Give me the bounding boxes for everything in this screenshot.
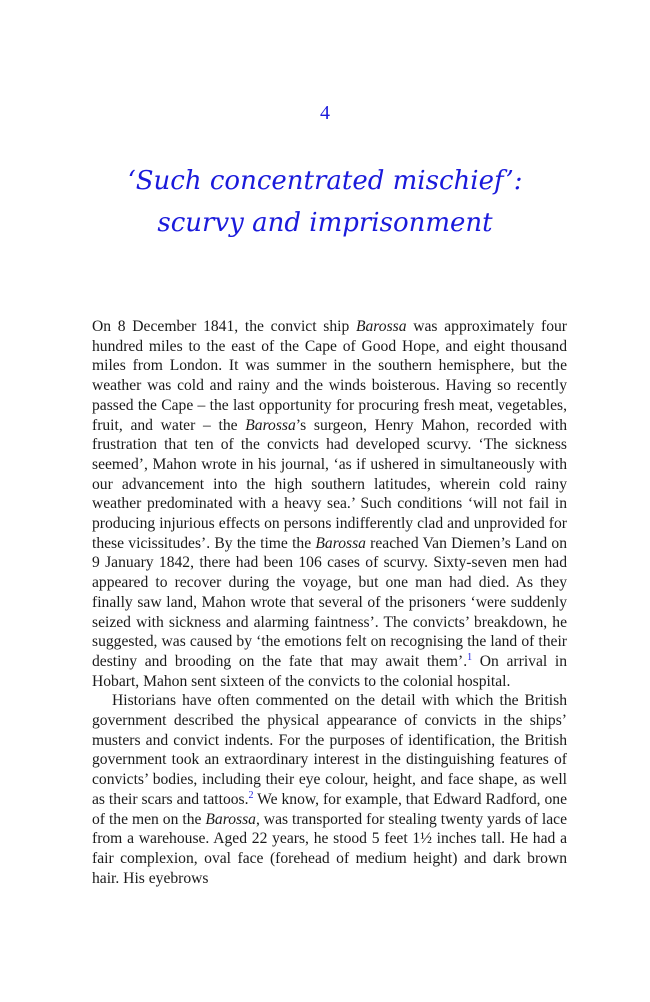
paragraph-2 — [92, 691, 567, 888]
paragraph-1 — [92, 317, 567, 691]
ship-name: Barossa — [245, 416, 296, 434]
ship-name: Barossa — [205, 810, 256, 828]
footnote-marker-2[interactable]: 2 — [248, 789, 254, 801]
paragraph-1-text-d: reached Van Diemen’s Land on 9 January 1842, there had been 106 cases of scurvy. Sixty-seven men had appeared to recover during the voyage, but one man had died. As they finally saw land, Mahon wrote that several of the prisoners ‘were suddenly seized with sickness and alarming faintness’. The convicts’ breakdown, he suggested, was caused by ‘the emotions felt on recognising the land of their destiny and brooding on the fate that may await them’. — [92, 534, 567, 670]
ship-name: Barossa — [355, 318, 407, 335]
paragraph-2-text-c: , was transported for stealing twenty yards of lace from a warehouse. Aged 22 years, he stood 5 feet 1½ inches tall. He had a fair complexion, oval face (forehead of medium height) and dark brown hair. His eyebrows — [92, 810, 567, 887]
chapter-title — [60, 160, 590, 244]
paragraph-1-text-e: On arrival in Hobart, Mahon sent sixteen of the convicts to the colonial hospital. — [92, 652, 567, 690]
paragraph-1-text-b: was approximately four hundred miles to the east of the Cape of Good Hope, and eight thousand miles from London. It was summer in the southern hemisphere, but the weather was cold and rainy and the winds boisterous. Having so recently passed the Cape – the last opportunity for procuring fresh meat, vegetables, fruit, and water – the — [92, 318, 567, 434]
ship-name: Barossa — [315, 534, 366, 552]
body-text — [92, 317, 567, 888]
paragraph-1-text-c: ’s surgeon, Henry Mahon, recorded with frustration that ten of the convicts had developed scurvy. ‘The sickness seemed’, Mahon wrote in his journal, ‘as if ushered in simultaneously with our advancement into the high southern latitudes, wherein cold rainy weather predominated with a heavy sea.’ Such conditions ‘will not fail in producing injurious effects on persons indifferently clad and unprovided for these vicissitudes’. By the time the — [92, 416, 567, 552]
chapter-title-line-1: ‘Such concentrated mischief’: — [127, 166, 523, 196]
paragraph-2-text-a: Historians have often commented on the detail with which the British government described the physical appearance of convicts in the ships’ musters and convict indents. For the purposes of identification, the British government took an extraordinary interest in the distinguishing features of convicts’ bodies, including their eye colour, height, and face shape, as well as their scars and tattoos. — [92, 692, 567, 808]
paragraph-2-text-b: We know, for example, that Edward Radford, one of the men on the — [92, 790, 568, 828]
chapter-title-line-2: scurvy and imprisonment — [157, 208, 493, 238]
footnote-marker-1[interactable]: 1 — [467, 651, 473, 663]
chapter-number: 4 — [320, 102, 330, 124]
paragraph-1-text-a: On 8 December 1841, the convict ship — [92, 318, 356, 335]
